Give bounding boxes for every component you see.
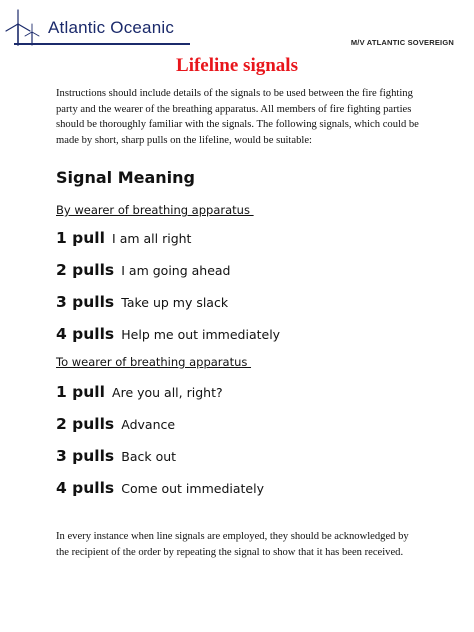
signal-meaning: I am going ahead [121,263,231,278]
signal-pulls: 2 pulls [56,415,115,433]
group-heading-by-wearer: By wearer of breathing apparatus [56,203,254,217]
brand-underline [14,43,190,45]
signal-meaning: Are you all, right? [112,385,223,400]
signal-meaning: Advance [121,417,176,432]
page-header [0,0,474,52]
signal-row [56,414,175,433]
signal-meaning: Take up my slack [121,295,229,310]
wind-turbine-icon [4,6,44,46]
signal-row [56,260,231,279]
signal-pulls: 3 pulls [56,447,115,465]
signal-row [56,478,264,497]
signal-row [56,324,280,343]
signal-row [56,446,176,465]
closing-paragraph: In every instance when line signals are employed, they should be acknowledged by the recipient of the order by repeating the signal to show that it has been received. [56,531,409,558]
signal-row [56,382,223,401]
signal-meaning: I am all right [112,231,192,246]
signal-row [56,292,228,311]
signal-pulls: 1 pull [56,229,105,247]
signal-meaning: Come out immediately [121,481,264,496]
signal-pulls: 1 pull [56,383,105,401]
signal-pulls: 3 pulls [56,293,115,311]
signal-pulls: 2 pulls [56,261,115,279]
columns-heading: Signal Meaning [56,168,195,187]
signal-meaning: Help me out immediately [121,327,281,342]
signal-pulls: 4 pulls [56,325,115,343]
signal-row [56,228,191,247]
signal-pulls: 4 pulls [56,479,115,497]
brand-name: Atlantic Oceanic [48,18,175,37]
page-title: Lifeline signals [176,55,298,76]
vessel-name: M/V ATLANTIC SOVEREIGN [350,38,454,47]
signal-meaning: Back out [121,449,177,464]
intro-paragraph: Instructions should include details of the signals to be used between the fire fighting party and the wearer of the breathing apparatus. All members of fire fighting parties should be thoroughly familiar with the signals. The following signals, which could be made by short, sharp pulls on the lifeline, would be suitable: [56,88,419,146]
group-heading-to-wearer: To wearer of breathing apparatus [56,355,252,369]
